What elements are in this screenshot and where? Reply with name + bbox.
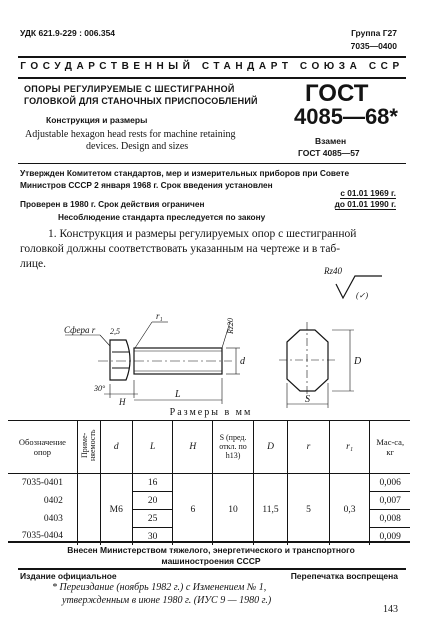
reprint-ban: Перепечатка воспрещена [290,571,398,581]
standard-rule [18,77,406,79]
s-label: S [305,394,310,405]
replaces-value: ГОСТ 4085—57 [298,148,360,158]
table-row [8,474,410,492]
angle-label: 30° [94,384,106,393]
title-rule [18,163,406,164]
cell-L: 30 [132,528,172,546]
cell-mass: 0,009 [370,528,410,546]
th-d: d [100,420,132,474]
hex-head [110,340,130,380]
cell-designation: 7035-0401 [21,477,63,488]
roughness-suffix: (✓) [356,291,369,300]
title-ru-sub: Конструкция и размеры [46,115,148,125]
top-rule [18,56,406,58]
D-label: D [354,356,362,367]
r1-label: r₁ [156,311,163,321]
cell-mass: 0,007 [370,492,410,510]
checked-line: Проверен в 1980 г. Срок действия ограничен [20,199,205,209]
udk-code: УДК 621.9-229 : 006.354 [20,28,116,38]
cell-designation: 0402 [43,495,63,506]
cell-mass: 0,008 [370,510,410,528]
limit-date: до 01.01 1990 г. [334,199,396,209]
para1-line2: головкой должны соответствовать указанным на чертеже и в таб- [20,243,341,255]
cell-applicability [77,474,100,546]
page-number: 143 [383,604,398,615]
rz20-label: Rz20 [226,318,235,334]
th-L: L [132,420,172,474]
cell-r1: 0,3 [329,474,370,546]
table-bottom-rule [8,541,410,543]
cell-designation: 7035-0404 [21,531,63,542]
table-caption: Размеры в мм [169,407,253,418]
hex-end-view [287,330,328,391]
cell-designation: 0403 [43,513,63,524]
intro-date: с 01.01 1969 г. [340,188,396,198]
cell-r: 5 [288,474,329,546]
h-label: H [119,397,126,407]
approval-line1: Утвержден Комитетом стандартов, мер и измерительных приборов при Совете [20,168,350,178]
footnote-line2: утвержденным в июне 1980 г. (ИУС 9 — 1980 г.) [62,595,272,606]
gost-label: ГОСТ [305,80,369,107]
para1-line3: лице. [20,258,47,270]
sizes-table [8,420,410,545]
cell-D: 11,5 [253,474,288,546]
th-mass: Мас-са, кг [370,420,410,474]
standard-line: ГОСУДАРСТВЕННЫЙ СТАНДАРТ СОЮЗА ССР [20,61,404,72]
code-range: 7035—0400 [350,41,397,51]
cell-mass: 0,006 [370,474,410,492]
replaces-label: Взамен [315,136,347,146]
th-S: S (пред. откл. по h13) [213,420,253,474]
th-r: r [288,420,329,474]
para1-line1: 1. Конструкция и размеры регулируемых опор с шестигранной [48,228,357,240]
cell-d: М6 [100,474,132,546]
d-label: d [240,356,245,367]
approval-line2: Министров СССР 2 января 1968 г. Срок введения установлен [20,180,273,190]
part-drawing [0,262,422,412]
cell-L: 16 [132,474,172,492]
footer-rule [18,568,406,570]
footnote-line1: * Переиздание (ноябрь 1982 г.) с Изменением № 1, [52,582,267,593]
law-note: Несоблюдение стандарта преследуется по закону [58,212,266,222]
introduced-line2: машиностроения СССР [161,556,261,566]
title-en-line2: devices. Design and sizes [86,141,189,152]
cell-L: 20 [132,492,172,510]
th-D: D [253,420,288,474]
chamfer-label: 2,5 [110,327,120,336]
l-label: L [175,389,181,400]
title-en-line1: Adjustable hexagon head rests for machine retaining [25,129,236,140]
sphere-label: Сфера r [64,325,96,335]
introduced-line1: Внесен Министерством тяжелого, энергетического и транспортного [67,545,355,555]
cell-S: 10 [213,474,253,546]
official-edition: Издание официальное [20,571,117,581]
roughness-label: Rz40 [324,266,342,276]
th-r1: r₁ [329,420,370,474]
title-ru-line2: ГОЛОВКОЙ ДЛЯ СТАНОЧНЫХ ПРИСПОСОБЛЕНИЙ [24,96,258,106]
group-label: Группа Г27 [351,28,397,38]
th-H: H [173,420,213,474]
th-designation: Обозначение опор [8,420,77,474]
cell-L: 25 [132,510,172,528]
title-ru-line1: ОПОРЫ РЕГУЛИРУЕМЫЕ С ШЕСТИГРАННОЙ [24,84,235,94]
gost-number: 4085—68* [294,104,398,129]
cell-H: 6 [173,474,213,546]
th-applicability: Приме-няемость [77,420,100,474]
